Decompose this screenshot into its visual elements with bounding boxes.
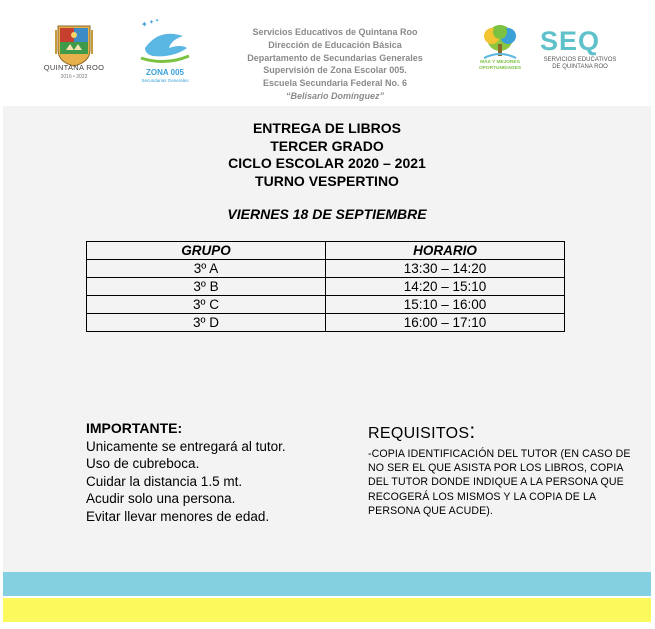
title-line-2: TERCER GRADO — [270, 137, 384, 154]
important-item: Acudir solo una persona. — [86, 491, 236, 506]
table-row — [87, 314, 565, 332]
important-section — [86, 420, 346, 525]
quintana-roo-label: QUINTANA ROO — [43, 63, 105, 72]
svg-text:✦: ✦ — [149, 19, 155, 26]
institution-lines — [210, 26, 460, 103]
table-row — [87, 278, 565, 296]
title-line-3: CICLO ESCOLAR 2020 – 2021 — [228, 155, 426, 171]
zona-dove-icon — [135, 18, 195, 70]
mas-label: MÁS Y MEJORES OPORTUNIDADES — [478, 60, 522, 71]
schedule-table — [86, 241, 565, 332]
table-row — [87, 260, 565, 278]
table-header-row — [87, 242, 565, 260]
tree-icon — [470, 24, 530, 60]
mas-oportunidades-logo — [470, 24, 530, 76]
zona-label: ZONA 005 — [146, 68, 184, 77]
seq-sub-1: SERVICIOS EDUCATIVOS — [543, 57, 617, 63]
time-cell: 14:20 – 15:10 — [326, 278, 565, 296]
seq-wordmark: SEQ — [540, 26, 601, 56]
column-header-grupo: GRUPO — [87, 242, 326, 260]
document-title — [3, 120, 651, 190]
seq-logo — [536, 26, 624, 74]
group-cell: 3º C — [87, 296, 326, 314]
zona-sub-label: Secundarias Generales — [141, 78, 189, 83]
delivery-date: VIERNES 18 DE SEPTIEMBRE — [227, 206, 427, 222]
requirements-heading-colon: : — [469, 420, 476, 443]
footer-band-blue — [3, 572, 651, 596]
header-line: Servicios Educativos de Quintana Roo — [252, 27, 418, 37]
group-cell: 3º D — [87, 314, 326, 332]
requirements-heading — [368, 420, 638, 444]
group-cell: 3º B — [87, 278, 326, 296]
header-line: “Belisario Domínguez” — [285, 90, 384, 101]
important-item: Unicamente se entregará al tutor. — [86, 438, 286, 454]
table-row — [87, 296, 565, 314]
column-header-horario: HORARIO — [326, 242, 565, 260]
document-header — [0, 0, 655, 106]
group-cell: 3º A — [87, 260, 326, 278]
important-item: Uso de cubreboca. — [86, 456, 200, 471]
time-cell: 16:00 – 17:10 — [326, 314, 565, 332]
header-line: Escuela Secundaria Federal No. 6 — [262, 78, 408, 89]
footer-band-yellow — [3, 598, 651, 622]
title-line-1: ENTREGA DE LIBROS — [252, 120, 402, 136]
requirements-section — [368, 420, 638, 518]
zona-005-logo — [135, 18, 195, 84]
document-page — [3, 106, 651, 572]
quintana-roo-logo — [38, 20, 110, 84]
important-item: Cuidar la distancia 1.5 mt. — [86, 473, 243, 489]
requirements-heading-text: REQUISITOS — [368, 425, 470, 442]
header-line: Supervisión de Zona Escolar 005. — [263, 65, 407, 76]
title-line-4: TURNO VESPERTINO — [255, 172, 399, 189]
svg-text:✦: ✦ — [155, 18, 160, 24]
important-heading: IMPORTANTE: — [86, 420, 183, 436]
important-item: Evitar llevar menores de edad. — [86, 508, 270, 524]
header-line: Dirección de Educación Básica — [268, 39, 402, 50]
time-cell: 13:30 – 14:20 — [326, 260, 565, 278]
svg-text:✦: ✦ — [141, 20, 148, 29]
seq-sub-2: DE QUINTANA ROO — [552, 64, 608, 70]
quintana-roo-years: 2016 • 2022 — [60, 74, 88, 80]
requirements-body: -COPIA IDENTIFICACIÓN DEL TUTOR (EN CASO DE NO SER EL QUE ASISTA POR LOS LIBROS, COPIA DEL TUTOR DONDE INDIQUE A LA PERSONA QUE RECOGERÁ LOS MISMOS Y LA COPIA DE LA PERSONA QUE ACUDE). — [368, 448, 631, 517]
time-cell: 15:10 – 16:00 — [326, 296, 565, 314]
header-line: Departamento de Secundarias Generales — [247, 52, 423, 63]
